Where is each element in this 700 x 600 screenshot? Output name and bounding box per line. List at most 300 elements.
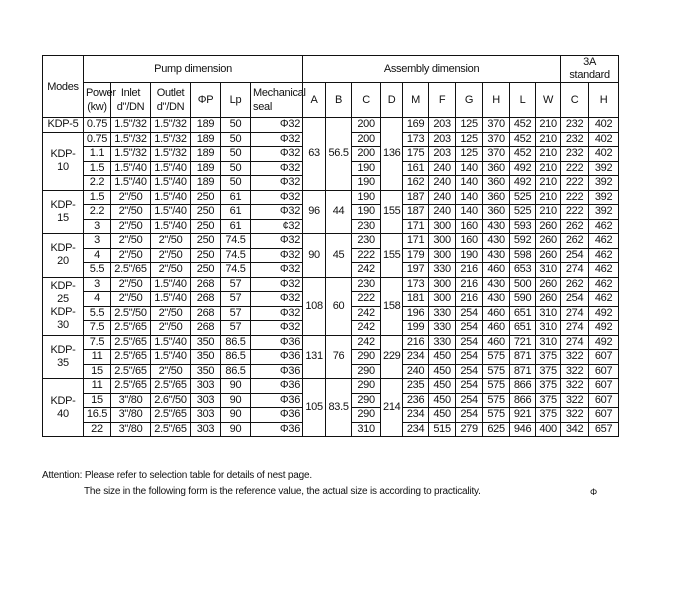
g-cell: 160 <box>456 234 483 249</box>
inlet-cell: 2"/50 <box>111 277 151 292</box>
h-cell: 575 <box>483 393 510 408</box>
inlet-cell: 2"/50 <box>111 234 151 249</box>
w-cell: 260 <box>536 234 561 249</box>
b-cell: 76 <box>326 335 352 379</box>
outlet-cell: 2"/50 <box>151 248 191 263</box>
f-cell: 240 <box>429 161 456 176</box>
header-assembly-col: D <box>381 83 403 118</box>
power-cell: 7.5 <box>84 321 111 336</box>
outlet-cell: 2"/50 <box>151 321 191 336</box>
power-cell: 3 <box>84 234 111 249</box>
3a-c-cell: 254 <box>561 292 589 307</box>
header-std-col: H <box>589 83 619 118</box>
outlet-cell: 2"/50 <box>151 234 191 249</box>
f-cell: 240 <box>429 176 456 191</box>
h-cell: 360 <box>483 161 510 176</box>
phi-p-cell: 350 <box>191 335 221 350</box>
g-cell: 279 <box>456 422 483 437</box>
f-cell: 300 <box>429 277 456 292</box>
phi-p-cell: 268 <box>191 321 221 336</box>
header-assembly-col: M <box>403 83 429 118</box>
power-cell: 5.5 <box>84 306 111 321</box>
m-cell: 173 <box>403 277 429 292</box>
header-column-row <box>43 83 619 118</box>
3a-h-cell: 607 <box>589 364 619 379</box>
l-cell: 525 <box>510 190 536 205</box>
table-row <box>43 234 619 249</box>
outlet-cell: 1.5"/40 <box>151 161 191 176</box>
3a-c-cell: 232 <box>561 132 589 147</box>
lp-cell: 90 <box>221 379 251 394</box>
a-cell: 96 <box>303 190 326 234</box>
g-cell: 254 <box>456 379 483 394</box>
g-cell: 254 <box>456 335 483 350</box>
h-cell: 430 <box>483 277 510 292</box>
m-cell: 234 <box>403 350 429 365</box>
outlet-cell: 1.5"/40 <box>151 292 191 307</box>
header-pump-col: Inlet d"/DN <box>111 83 151 118</box>
m-cell: 173 <box>403 132 429 147</box>
h-cell: 460 <box>483 321 510 336</box>
g-cell: 140 <box>456 190 483 205</box>
w-cell: 210 <box>536 161 561 176</box>
outlet-cell: 2.5"/65 <box>151 379 191 394</box>
d-cell: 155 <box>381 190 403 234</box>
c-cell: 242 <box>352 263 381 278</box>
inlet-cell: 1.5"/40 <box>111 176 151 191</box>
table-row <box>43 190 619 205</box>
f-cell: 240 <box>429 205 456 220</box>
mechanical-seal-cell: Φ32 <box>251 176 303 191</box>
phi-p-cell: 250 <box>191 248 221 263</box>
3a-c-cell: 222 <box>561 190 589 205</box>
3a-c-cell: 262 <box>561 277 589 292</box>
l-cell: 500 <box>510 277 536 292</box>
l-cell: 492 <box>510 161 536 176</box>
phi-p-cell: 189 <box>191 161 221 176</box>
b-cell: 44 <box>326 190 352 234</box>
header-std-col: C <box>561 83 589 118</box>
3a-c-cell: 322 <box>561 379 589 394</box>
w-cell: 210 <box>536 190 561 205</box>
lp-cell: 50 <box>221 176 251 191</box>
3a-c-cell: 342 <box>561 422 589 437</box>
w-cell: 260 <box>536 277 561 292</box>
lp-cell: 86.5 <box>221 335 251 350</box>
g-cell: 125 <box>456 118 483 133</box>
phi-p-cell: 189 <box>191 147 221 162</box>
h-cell: 430 <box>483 292 510 307</box>
m-cell: 234 <box>403 408 429 423</box>
inlet-cell: 3"/80 <box>111 408 151 423</box>
lp-cell: 74.5 <box>221 234 251 249</box>
inlet-cell: 2.5"/65 <box>111 321 151 336</box>
mechanical-seal-cell: Φ32 <box>251 118 303 133</box>
l-cell: 866 <box>510 393 536 408</box>
m-cell: 179 <box>403 248 429 263</box>
3a-h-cell: 492 <box>589 335 619 350</box>
h-cell: 460 <box>483 263 510 278</box>
3a-h-cell: 392 <box>589 205 619 220</box>
3a-c-cell: 274 <box>561 321 589 336</box>
phi-p-cell: 350 <box>191 350 221 365</box>
w-cell: 375 <box>536 364 561 379</box>
phi-symbol: Φ <box>590 487 597 497</box>
w-cell: 375 <box>536 350 561 365</box>
header-pump-dimension: Pump dimension <box>84 56 303 83</box>
h-cell: 430 <box>483 248 510 263</box>
inlet-cell: 3"/80 <box>111 393 151 408</box>
lp-cell: 86.5 <box>221 350 251 365</box>
f-cell: 300 <box>429 292 456 307</box>
g-cell: 254 <box>456 321 483 336</box>
lp-cell: 57 <box>221 292 251 307</box>
c-cell: 222 <box>352 248 381 263</box>
lp-cell: 50 <box>221 118 251 133</box>
power-cell: 15 <box>84 393 111 408</box>
c-cell: 310 <box>352 422 381 437</box>
b-cell: 83.5 <box>326 379 352 437</box>
3a-h-cell: 492 <box>589 306 619 321</box>
3a-c-cell: 232 <box>561 118 589 133</box>
w-cell: 210 <box>536 147 561 162</box>
w-cell: 375 <box>536 393 561 408</box>
mechanical-seal-cell: Φ32 <box>251 132 303 147</box>
m-cell: 235 <box>403 379 429 394</box>
phi-p-cell: 268 <box>191 277 221 292</box>
phi-p-cell: 303 <box>191 393 221 408</box>
mechanical-seal-cell: Φ36 <box>251 350 303 365</box>
phi-p-cell: 268 <box>191 306 221 321</box>
power-cell: 11 <box>84 350 111 365</box>
inlet-cell: 3"/80 <box>111 422 151 437</box>
f-cell: 300 <box>429 219 456 234</box>
f-cell: 300 <box>429 234 456 249</box>
l-cell: 721 <box>510 335 536 350</box>
outlet-cell: 1.5"/40 <box>151 277 191 292</box>
inlet-cell: 1.5"/40 <box>111 161 151 176</box>
dimension-table <box>42 55 619 437</box>
model-name: KDP-10 <box>43 132 84 190</box>
table-row <box>43 335 619 350</box>
mechanical-seal-cell: Φ32 <box>251 147 303 162</box>
header-3a-standard: 3A standard <box>561 56 619 83</box>
phi-p-cell: 250 <box>191 234 221 249</box>
power-cell: 5.5 <box>84 263 111 278</box>
l-cell: 946 <box>510 422 536 437</box>
mechanical-seal-cell: Φ36 <box>251 393 303 408</box>
table-row <box>43 118 619 133</box>
3a-h-cell: 492 <box>589 321 619 336</box>
3a-h-cell: 607 <box>589 408 619 423</box>
c-cell: 242 <box>352 321 381 336</box>
phi-p-cell: 250 <box>191 205 221 220</box>
h-cell: 625 <box>483 422 510 437</box>
c-cell: 222 <box>352 292 381 307</box>
header-group-row <box>43 56 619 83</box>
mechanical-seal-cell: Φ32 <box>251 248 303 263</box>
3a-h-cell: 462 <box>589 234 619 249</box>
w-cell: 260 <box>536 248 561 263</box>
g-cell: 254 <box>456 393 483 408</box>
m-cell: 187 <box>403 190 429 205</box>
3a-h-cell: 402 <box>589 118 619 133</box>
g-cell: 254 <box>456 364 483 379</box>
d-cell: 136 <box>381 118 403 191</box>
power-cell: 22 <box>84 422 111 437</box>
3a-c-cell: 322 <box>561 350 589 365</box>
power-cell: 2.2 <box>84 176 111 191</box>
c-cell: 190 <box>352 161 381 176</box>
3a-c-cell: 322 <box>561 408 589 423</box>
g-cell: 140 <box>456 176 483 191</box>
outlet-cell: 1.5"/40 <box>151 219 191 234</box>
g-cell: 254 <box>456 306 483 321</box>
g-cell: 254 <box>456 350 483 365</box>
c-cell: 190 <box>352 205 381 220</box>
m-cell: 197 <box>403 263 429 278</box>
b-cell: 56.5 <box>326 118 352 191</box>
g-cell: 216 <box>456 277 483 292</box>
model-name: KDP-20 <box>43 234 84 278</box>
3a-c-cell: 222 <box>561 176 589 191</box>
outlet-cell: 2.5"/65 <box>151 422 191 437</box>
l-cell: 452 <box>510 118 536 133</box>
power-cell: 1.5 <box>84 161 111 176</box>
w-cell: 310 <box>536 335 561 350</box>
h-cell: 360 <box>483 190 510 205</box>
h-cell: 360 <box>483 176 510 191</box>
lp-cell: 50 <box>221 161 251 176</box>
power-cell: 11 <box>84 379 111 394</box>
power-cell: 7.5 <box>84 335 111 350</box>
c-cell: 242 <box>352 306 381 321</box>
m-cell: 181 <box>403 292 429 307</box>
outlet-cell: 1.5"/40 <box>151 335 191 350</box>
w-cell: 310 <box>536 263 561 278</box>
lp-cell: 74.5 <box>221 263 251 278</box>
3a-c-cell: 322 <box>561 364 589 379</box>
h-cell: 430 <box>483 219 510 234</box>
m-cell: 196 <box>403 306 429 321</box>
g-cell: 140 <box>456 161 483 176</box>
g-cell: 160 <box>456 219 483 234</box>
h-cell: 370 <box>483 132 510 147</box>
power-cell: 3 <box>84 219 111 234</box>
model-name: KDP-5 <box>43 118 84 133</box>
3a-h-cell: 657 <box>589 422 619 437</box>
c-cell: 242 <box>352 335 381 350</box>
w-cell: 310 <box>536 321 561 336</box>
b-cell: 60 <box>326 277 352 335</box>
header-pump-col: Power (kw) <box>84 83 111 118</box>
mechanical-seal-cell: Φ32 <box>251 277 303 292</box>
mechanical-seal-cell: Φ36 <box>251 422 303 437</box>
inlet-cell: 2"/50 <box>111 292 151 307</box>
3a-h-cell: 462 <box>589 277 619 292</box>
outlet-cell: 2"/50 <box>151 364 191 379</box>
header-assembly-col: G <box>456 83 483 118</box>
3a-h-cell: 462 <box>589 292 619 307</box>
f-cell: 450 <box>429 350 456 365</box>
3a-h-cell: 392 <box>589 176 619 191</box>
a-cell: 108 <box>303 277 326 335</box>
header-pump-col: Outlet d"/DN <box>151 83 191 118</box>
lp-cell: 57 <box>221 277 251 292</box>
f-cell: 203 <box>429 147 456 162</box>
mechanical-seal-cell: Φ32 <box>251 306 303 321</box>
l-cell: 871 <box>510 364 536 379</box>
w-cell: 210 <box>536 205 561 220</box>
c-cell: 290 <box>352 350 381 365</box>
power-cell: 3 <box>84 277 111 292</box>
l-cell: 590 <box>510 292 536 307</box>
l-cell: 866 <box>510 379 536 394</box>
lp-cell: 74.5 <box>221 248 251 263</box>
f-cell: 330 <box>429 321 456 336</box>
c-cell: 200 <box>352 132 381 147</box>
f-cell: 300 <box>429 248 456 263</box>
h-cell: 575 <box>483 364 510 379</box>
outlet-cell: 1.5"/32 <box>151 118 191 133</box>
lp-cell: 86.5 <box>221 364 251 379</box>
power-cell: 1.1 <box>84 147 111 162</box>
g-cell: 254 <box>456 408 483 423</box>
header-pump-col: Mechanical seal <box>251 83 303 118</box>
g-cell: 125 <box>456 132 483 147</box>
f-cell: 240 <box>429 190 456 205</box>
outlet-cell: 2.5"/65 <box>151 408 191 423</box>
mechanical-seal-cell: Φ32 <box>251 205 303 220</box>
model-name: KDP-35 <box>43 335 84 379</box>
lp-cell: 90 <box>221 408 251 423</box>
l-cell: 452 <box>510 132 536 147</box>
inlet-cell: 2.5"/65 <box>111 263 151 278</box>
f-cell: 203 <box>429 132 456 147</box>
c-cell: 230 <box>352 277 381 292</box>
g-cell: 216 <box>456 292 483 307</box>
m-cell: 199 <box>403 321 429 336</box>
outlet-cell: 1.5"/40 <box>151 205 191 220</box>
m-cell: 234 <box>403 422 429 437</box>
l-cell: 492 <box>510 176 536 191</box>
c-cell: 230 <box>352 219 381 234</box>
inlet-cell: 2.5"/50 <box>111 306 151 321</box>
power-cell: 4 <box>84 248 111 263</box>
w-cell: 375 <box>536 408 561 423</box>
l-cell: 598 <box>510 248 536 263</box>
3a-h-cell: 607 <box>589 379 619 394</box>
c-cell: 200 <box>352 147 381 162</box>
g-cell: 140 <box>456 205 483 220</box>
3a-c-cell: 222 <box>561 205 589 220</box>
h-cell: 575 <box>483 379 510 394</box>
outlet-cell: 1.5"/40 <box>151 176 191 191</box>
outlet-cell: 1.5"/40 <box>151 350 191 365</box>
b-cell: 45 <box>326 234 352 278</box>
header-assembly-col: W <box>536 83 561 118</box>
3a-h-cell: 607 <box>589 393 619 408</box>
w-cell: 210 <box>536 176 561 191</box>
a-cell: 90 <box>303 234 326 278</box>
lp-cell: 50 <box>221 132 251 147</box>
phi-p-cell: 303 <box>191 379 221 394</box>
m-cell: 240 <box>403 364 429 379</box>
m-cell: 175 <box>403 147 429 162</box>
l-cell: 921 <box>510 408 536 423</box>
m-cell: 187 <box>403 205 429 220</box>
lp-cell: 61 <box>221 219 251 234</box>
model-name: KDP-25 KDP-30 <box>43 277 84 335</box>
3a-h-cell: 402 <box>589 147 619 162</box>
inlet-cell: 2"/50 <box>111 248 151 263</box>
h-cell: 460 <box>483 335 510 350</box>
l-cell: 525 <box>510 205 536 220</box>
3a-h-cell: 462 <box>589 263 619 278</box>
mechanical-seal-cell: Φ32 <box>251 292 303 307</box>
3a-h-cell: 462 <box>589 248 619 263</box>
inlet-cell: 2"/50 <box>111 205 151 220</box>
header-assembly-dimension: Assembly dimension <box>303 56 561 83</box>
f-cell: 203 <box>429 118 456 133</box>
inlet-cell: 2"/50 <box>111 190 151 205</box>
m-cell: 161 <box>403 161 429 176</box>
3a-c-cell: 274 <box>561 306 589 321</box>
phi-p-cell: 250 <box>191 263 221 278</box>
f-cell: 330 <box>429 306 456 321</box>
lp-cell: 90 <box>221 422 251 437</box>
w-cell: 310 <box>536 306 561 321</box>
c-cell: 200 <box>352 118 381 133</box>
f-cell: 515 <box>429 422 456 437</box>
outlet-cell: 2.6"/50 <box>151 393 191 408</box>
a-cell: 131 <box>303 335 326 379</box>
phi-p-cell: 250 <box>191 190 221 205</box>
lp-cell: 50 <box>221 147 251 162</box>
outlet-cell: 1.5"/32 <box>151 132 191 147</box>
phi-p-cell: 268 <box>191 292 221 307</box>
inlet-cell: 1.5"/32 <box>111 118 151 133</box>
phi-p-cell: 350 <box>191 364 221 379</box>
phi-p-cell: 303 <box>191 422 221 437</box>
mechanical-seal-cell: Φ32 <box>251 161 303 176</box>
mechanical-seal-cell: Φ32 <box>251 263 303 278</box>
inlet-cell: 1.5"/32 <box>111 132 151 147</box>
lp-cell: 57 <box>221 321 251 336</box>
l-cell: 592 <box>510 234 536 249</box>
table-row <box>43 379 619 394</box>
3a-h-cell: 607 <box>589 350 619 365</box>
3a-h-cell: 392 <box>589 161 619 176</box>
m-cell: 216 <box>403 335 429 350</box>
g-cell: 125 <box>456 147 483 162</box>
inlet-cell: 2.5"/65 <box>111 364 151 379</box>
w-cell: 260 <box>536 219 561 234</box>
g-cell: 216 <box>456 263 483 278</box>
l-cell: 651 <box>510 321 536 336</box>
h-cell: 575 <box>483 350 510 365</box>
3a-h-cell: 402 <box>589 132 619 147</box>
w-cell: 210 <box>536 118 561 133</box>
mechanical-seal-cell: Φ36 <box>251 335 303 350</box>
c-cell: 290 <box>352 364 381 379</box>
header-assembly-col: A <box>303 83 326 118</box>
mechanical-seal-cell: Φ32 <box>251 190 303 205</box>
l-cell: 452 <box>510 147 536 162</box>
phi-p-cell: 189 <box>191 118 221 133</box>
mechanical-seal-cell: Φ36 <box>251 364 303 379</box>
power-cell: 2.2 <box>84 205 111 220</box>
